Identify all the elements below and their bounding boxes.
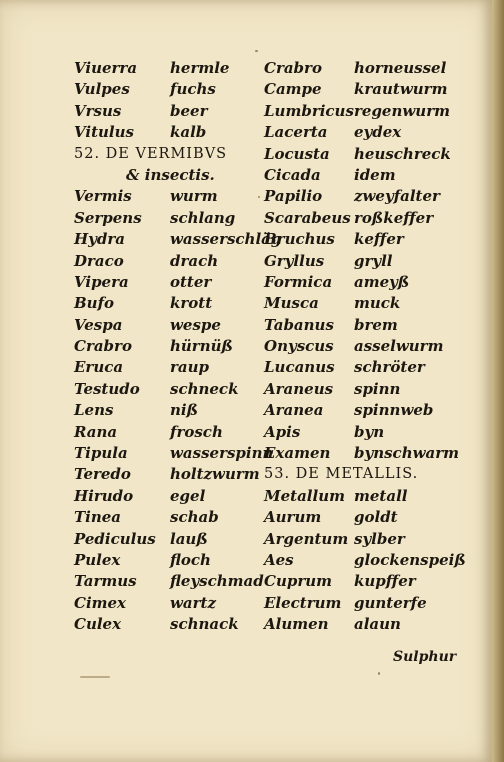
german-term: hürnüß bbox=[170, 337, 233, 356]
german-term: spinnweb bbox=[354, 401, 434, 420]
latin-term: Draco bbox=[74, 251, 124, 270]
vocab-row bbox=[264, 486, 454, 507]
vocab-row bbox=[74, 379, 264, 400]
german-term: schlang bbox=[170, 208, 236, 227]
latin-term: Electrum bbox=[264, 593, 342, 612]
latin-term: Metallum bbox=[264, 486, 345, 505]
vocab-row bbox=[264, 101, 454, 122]
german-term: lauß bbox=[170, 529, 208, 548]
vocab-row bbox=[74, 208, 264, 229]
vocab-row bbox=[264, 593, 454, 614]
vocab-row bbox=[264, 208, 454, 229]
vocab-row bbox=[264, 529, 454, 550]
german-term: eydex bbox=[354, 123, 402, 142]
latin-term: Campe bbox=[264, 80, 322, 99]
latin-term: Eruca bbox=[74, 358, 124, 377]
german-term: roßkeffer bbox=[354, 208, 434, 227]
paper-speck bbox=[255, 50, 258, 52]
vocab-row bbox=[74, 529, 264, 550]
latin-term: Crabro bbox=[74, 337, 132, 356]
latin-term: Examen bbox=[264, 444, 331, 463]
latin-term: Hydra bbox=[74, 230, 125, 249]
latin-term: Musca bbox=[264, 294, 319, 313]
latin-term: Aurum bbox=[264, 508, 322, 527]
german-term: metall bbox=[354, 486, 408, 505]
latin-term: Rana bbox=[74, 422, 118, 441]
vocab-row bbox=[264, 165, 454, 186]
vocab-row bbox=[74, 464, 264, 485]
german-term: schnack bbox=[170, 615, 239, 634]
latin-term: Pediculus bbox=[74, 529, 156, 548]
latin-term: Apis bbox=[264, 422, 301, 441]
german-term: byn bbox=[354, 422, 385, 441]
vocab-row bbox=[264, 293, 454, 314]
vocab-row bbox=[74, 336, 264, 357]
paper-speck bbox=[378, 672, 380, 675]
german-term: horneussel bbox=[354, 59, 447, 77]
german-term: alaun bbox=[354, 615, 401, 634]
vocab-row bbox=[264, 315, 454, 336]
vocab-row bbox=[74, 229, 282, 250]
latin-term: Locusta bbox=[264, 144, 330, 163]
german-term: spinn bbox=[354, 379, 401, 398]
vocab-row bbox=[74, 443, 274, 464]
german-term: ameyß bbox=[354, 272, 410, 291]
latin-term: Pulex bbox=[74, 550, 121, 569]
vocab-row bbox=[264, 550, 466, 571]
german-term: wurm bbox=[170, 187, 218, 206]
german-term: zweyfalter bbox=[354, 187, 440, 206]
german-term: goldt bbox=[354, 508, 398, 527]
german-term: wasserspinn bbox=[170, 444, 274, 463]
latin-term: Tarmus bbox=[74, 572, 137, 591]
german-term: kalb bbox=[170, 123, 207, 142]
german-term: fleyschmad bbox=[170, 572, 264, 591]
vocab-row bbox=[264, 357, 454, 378]
latin-term: Cuprum bbox=[264, 572, 333, 591]
german-term: beer bbox=[170, 101, 208, 120]
latin-term: Hirudo bbox=[74, 486, 134, 505]
latin-term: Papilio bbox=[264, 187, 323, 206]
vocab-row bbox=[74, 614, 264, 635]
latin-term: Teredo bbox=[74, 465, 131, 484]
german-term: niß bbox=[170, 401, 199, 420]
german-term: drach bbox=[170, 251, 219, 270]
latin-term: Tipula bbox=[74, 444, 128, 463]
latin-term: Lumbricus bbox=[264, 101, 354, 120]
german-term: brem bbox=[354, 315, 398, 334]
page-edge bbox=[492, 0, 504, 762]
latin-term: Culex bbox=[74, 615, 122, 634]
latin-term: Vermis bbox=[74, 187, 132, 206]
german-term: bynschwarm bbox=[354, 444, 459, 463]
vocab-row bbox=[74, 550, 264, 571]
german-term: egel bbox=[170, 486, 206, 505]
vocab-row bbox=[74, 186, 264, 207]
vocab-row bbox=[264, 122, 454, 143]
german-term: otter bbox=[170, 272, 212, 291]
latin-term: Bufo bbox=[74, 294, 115, 313]
latin-term: Scarabeus bbox=[264, 208, 351, 227]
vocab-row bbox=[74, 593, 264, 614]
vocab-row bbox=[264, 507, 454, 528]
latin-term: Vrsus bbox=[74, 101, 122, 120]
german-term: krautwurm bbox=[354, 80, 448, 99]
latin-term: Vulpes bbox=[74, 80, 130, 99]
german-term: raup bbox=[170, 358, 210, 377]
latin-term: Vipera bbox=[74, 272, 129, 291]
vocab-row bbox=[264, 186, 454, 207]
vocab-row bbox=[264, 58, 454, 79]
vocab-row bbox=[74, 58, 264, 79]
vocab-row bbox=[74, 122, 264, 143]
latin-term: Tabanus bbox=[264, 315, 334, 334]
latin-term: Lens bbox=[74, 401, 114, 420]
german-term: krott bbox=[170, 294, 213, 313]
vocab-row bbox=[74, 251, 264, 272]
vocab-row bbox=[74, 422, 264, 443]
german-term: schab bbox=[170, 508, 219, 527]
vocab-row bbox=[74, 79, 264, 100]
vocab-row bbox=[74, 293, 264, 314]
vocab-row bbox=[264, 144, 454, 165]
vocab-row bbox=[264, 272, 454, 293]
german-term: holtzwurm bbox=[170, 465, 260, 484]
german-term: wasserschläg bbox=[170, 230, 282, 249]
german-term: schröter bbox=[354, 358, 425, 377]
vocab-row bbox=[74, 486, 264, 507]
latin-term: Testudo bbox=[74, 379, 140, 398]
german-term: gunterfe bbox=[354, 593, 427, 612]
section-heading: 52. DE VERMIBVS bbox=[74, 145, 228, 162]
right-vocabulary-column bbox=[264, 58, 466, 636]
latin-term: Araneus bbox=[264, 379, 334, 398]
latin-term: Onyscus bbox=[264, 337, 334, 356]
german-term: sylber bbox=[354, 529, 405, 548]
vocab-row bbox=[74, 101, 264, 122]
german-term: schneck bbox=[170, 379, 239, 398]
vocab-row bbox=[264, 251, 454, 272]
latin-term: Cicada bbox=[264, 165, 321, 184]
vocab-row bbox=[264, 229, 454, 250]
vocab-row bbox=[74, 315, 264, 336]
latin-term: Lacerta bbox=[264, 123, 328, 142]
vocab-row bbox=[74, 272, 264, 293]
german-term: frosch bbox=[170, 422, 223, 441]
latin-term: Lucanus bbox=[264, 358, 335, 377]
vocab-row bbox=[264, 571, 454, 592]
german-term: gryll bbox=[354, 251, 393, 270]
german-term: regenwurm bbox=[354, 101, 450, 120]
latin-term: Vespa bbox=[74, 315, 123, 334]
vocab-row bbox=[74, 571, 264, 592]
vocab-row bbox=[264, 400, 454, 421]
german-term: kupffer bbox=[354, 572, 416, 591]
german-term: fuchs bbox=[170, 80, 216, 99]
german-term: idem bbox=[354, 165, 396, 184]
vocab-row bbox=[264, 379, 454, 400]
vocab-row bbox=[74, 507, 264, 528]
german-term: muck bbox=[354, 294, 401, 313]
latin-term: Aranea bbox=[264, 401, 324, 420]
section-subheading: & insectis. bbox=[126, 165, 215, 184]
vocab-row bbox=[74, 400, 264, 421]
section-heading: 53. DE METALLIS. bbox=[264, 466, 419, 483]
latin-term: Aes bbox=[264, 550, 294, 569]
vocab-row bbox=[264, 443, 459, 464]
vocab-row bbox=[264, 336, 454, 357]
latin-term: Tinea bbox=[74, 508, 122, 527]
german-term: wartz bbox=[170, 593, 216, 612]
latin-term: Viuerra bbox=[74, 59, 138, 77]
latin-term: Gryllus bbox=[264, 251, 325, 270]
latin-term: Bruchus bbox=[264, 230, 335, 249]
vocab-row bbox=[264, 79, 454, 100]
latin-term: Formica bbox=[264, 272, 333, 291]
german-term: heuschreck bbox=[354, 144, 451, 163]
vocab-row bbox=[74, 357, 264, 378]
latin-term: Argentum bbox=[264, 529, 349, 548]
latin-term: Cimex bbox=[74, 593, 126, 612]
latin-term: Crabro bbox=[264, 59, 322, 77]
latin-term: Vitulus bbox=[74, 123, 134, 142]
latin-term: Serpens bbox=[74, 208, 142, 227]
german-term: asselwurm bbox=[354, 337, 444, 356]
paper-speck bbox=[80, 676, 110, 678]
german-term: keffer bbox=[354, 230, 404, 249]
german-term: hermle bbox=[170, 59, 230, 77]
vocab-row bbox=[264, 614, 454, 635]
german-term: wespe bbox=[170, 315, 221, 334]
catchword: Sulphur bbox=[393, 649, 457, 665]
latin-term: Alumen bbox=[264, 615, 329, 634]
german-term: floch bbox=[170, 550, 211, 569]
vocab-row bbox=[264, 422, 454, 443]
german-term: glockenspeiß bbox=[354, 550, 466, 569]
